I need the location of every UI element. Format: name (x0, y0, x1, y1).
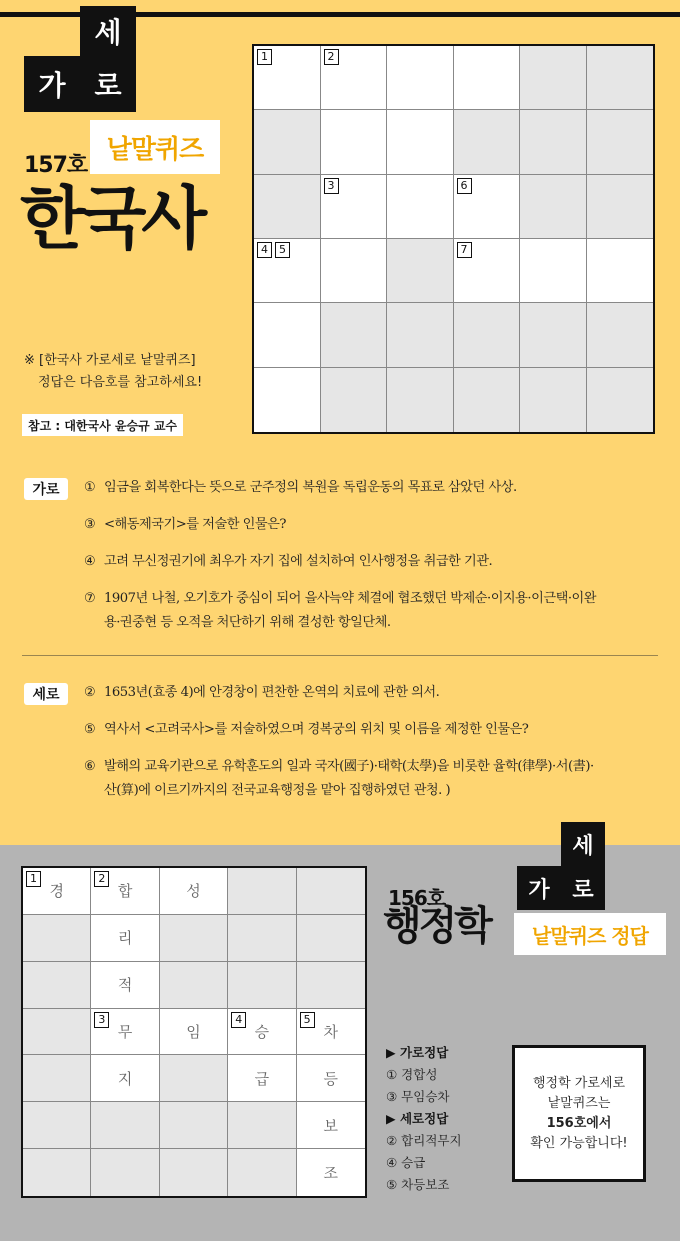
blocked-cell (454, 368, 521, 432)
clue-number: 7 (457, 242, 472, 258)
clue-marker: ④ (84, 554, 96, 569)
prev-issue-number: 156호 (388, 886, 446, 910)
clue-item (84, 550, 664, 574)
clue-number: 3 (94, 1012, 109, 1028)
grid-cell[interactable] (454, 46, 521, 110)
reference-label: 참고 : 대한국사 윤승규 교수 (22, 414, 183, 436)
clue-number: 2 (324, 49, 339, 65)
logo-ga-block: 가 (24, 56, 80, 112)
grid-cell[interactable] (254, 239, 321, 303)
blocked-cell (23, 1009, 91, 1056)
blocked-cell (23, 962, 91, 1009)
answer-char: 급 (254, 1069, 270, 1088)
grid-cell[interactable] (321, 239, 388, 303)
grid-cell[interactable] (387, 110, 454, 174)
clue-number: 5 (300, 1012, 315, 1028)
blocked-cell (520, 175, 587, 239)
blocked-cell (160, 1149, 228, 1196)
down-label: 세로 (24, 683, 68, 705)
clue-number: 6 (457, 178, 472, 194)
blocked-cell (587, 175, 654, 239)
blocked-cell (228, 962, 296, 1009)
blocked-cell (587, 46, 654, 110)
blocked-cell (297, 962, 365, 1009)
answer-char: 차 (323, 1022, 339, 1041)
answer-grid (21, 866, 367, 1198)
blocked-cell (23, 1149, 91, 1196)
answer-list (386, 1042, 462, 1196)
blocked-cell (297, 915, 365, 962)
clue-marker: ⑤ (84, 722, 96, 737)
answer-char: 무 (117, 1022, 133, 1041)
clue-item (84, 476, 664, 500)
grid-cell[interactable] (254, 46, 321, 110)
quiz-badge: 낱말퀴즈 (90, 120, 220, 174)
notice-line-2: 정답은 다음호를 참고하세요! (38, 375, 203, 390)
answer-cell (91, 868, 159, 915)
blocked-cell (520, 368, 587, 432)
clue-text: 1907년 나철, 오기호가 중심이 되어 을사늑약 체결에 협조했던 박제순·이지용·이근택·이완 (104, 591, 596, 606)
clue-marker: ⑦ (84, 591, 96, 606)
clue-number: 3 (324, 178, 339, 194)
clue-text: <해동제국기>를 저술한 인물은? (104, 517, 286, 532)
answer-cell (228, 1009, 296, 1056)
grid-cell[interactable] (387, 175, 454, 239)
answer-char: 리 (117, 929, 133, 948)
grid-cell[interactable] (254, 303, 321, 367)
clue-text: 역사서 <고려국사>를 저술하였으며 경복궁의 위치 및 이름을 제정한 인물은? (104, 722, 529, 737)
grid-cell[interactable] (254, 368, 321, 432)
blocked-cell (91, 1149, 159, 1196)
clue-item (84, 681, 664, 705)
blocked-cell (321, 368, 388, 432)
blocked-cell (91, 1102, 159, 1149)
clue-text: 고려 무신정권기에 최우가 자기 집에 설치하여 인사행정을 취급한 기관. (104, 554, 493, 569)
page-title: 한국사 (20, 180, 203, 259)
clue-item (84, 587, 664, 635)
answer-cell (91, 1055, 159, 1102)
blocked-cell (23, 1102, 91, 1149)
clue-number: 1 (257, 49, 272, 65)
answer-cell (297, 1009, 365, 1056)
answer-cell (228, 1055, 296, 1102)
blocked-cell (454, 110, 521, 174)
answer-heading: ▶ 세로정답 (386, 1111, 449, 1126)
answer-char: 합 (117, 882, 133, 901)
answer-cell (297, 1149, 365, 1196)
answer-item: ② 합리적무지 (386, 1133, 462, 1148)
blocked-cell (387, 303, 454, 367)
blocked-cell (520, 303, 587, 367)
blocked-cell (160, 962, 228, 1009)
answer-item: ⑤ 차등보조 (386, 1177, 450, 1192)
answer-cell (297, 1102, 365, 1149)
answer-cell (297, 1055, 365, 1102)
blocked-cell (23, 915, 91, 962)
answer-char: 조 (323, 1164, 339, 1183)
divider (22, 655, 658, 656)
notice-line-1: ※ [한국사 가로세로 낱말퀴즈] (24, 353, 196, 368)
clue-text: 발해의 교육기관으로 유학훈도의 일과 국자(國子)·태학(太學)을 비롯한 율학(律學)·서(書)· (104, 759, 594, 774)
answer-char: 경 (49, 882, 64, 901)
info-box (512, 1045, 646, 1182)
grid-cell[interactable] (454, 239, 521, 303)
answer-item: ④ 승급 (386, 1155, 426, 1170)
answer-cell (23, 868, 91, 915)
info-box-line-2: 낱말퀴즈는 (547, 1095, 611, 1111)
answer-char: 등 (323, 1069, 339, 1088)
blocked-cell (454, 303, 521, 367)
clue-number: 4 (257, 242, 272, 258)
clue-number: 4 (231, 1012, 246, 1028)
info-box-line-3: 156호에서 (546, 1115, 612, 1131)
clue-marker: ② (84, 685, 96, 700)
blocked-cell (387, 239, 454, 303)
blocked-cell (387, 368, 454, 432)
clue-marker: ① (84, 480, 96, 495)
blocked-cell (228, 915, 296, 962)
grid-cell[interactable] (321, 110, 388, 174)
blocked-cell (23, 1055, 91, 1102)
clue-marker: ⑥ (84, 759, 96, 774)
answer-char: 지 (117, 1069, 133, 1088)
grid-cell[interactable] (321, 175, 388, 239)
answer-char: 적 (117, 976, 133, 995)
prev-logo-ga-block: 가 (517, 866, 561, 910)
blocked-cell (254, 175, 321, 239)
clue-text: 1653년(효종 4)에 안경창이 편찬한 온역의 치료에 관한 의서. (104, 685, 440, 700)
blocked-cell (254, 110, 321, 174)
answer-cell (160, 1009, 228, 1056)
prev-logo-ro-block: 로 (561, 866, 605, 910)
clue-number: 5 (275, 242, 290, 258)
answer-cell (160, 868, 228, 915)
blocked-cell (228, 1149, 296, 1196)
answer-cell (91, 1009, 159, 1056)
answer-cell (91, 962, 159, 1009)
clue-item (84, 755, 664, 803)
answer-cell (91, 915, 159, 962)
clue-text-continued: 용·권중현 등 오적을 처단하기 위해 결성한 항일단체. (104, 615, 391, 630)
blocked-cell (297, 868, 365, 915)
prev-logo-se-block: 세 (561, 822, 605, 866)
blocked-cell (160, 915, 228, 962)
answer-item: ① 경합성 (386, 1067, 438, 1082)
notice (24, 350, 202, 394)
blocked-cell (321, 303, 388, 367)
blocked-cell (587, 368, 654, 432)
info-box-line-4: 확인 가능합니다! (530, 1135, 628, 1151)
answer-char: 보 (323, 1116, 339, 1135)
clue-number: 2 (94, 871, 109, 887)
answer-heading: ▶ 가로정답 (386, 1045, 449, 1060)
clue-item (84, 513, 664, 537)
answer-item: ③ 무임승차 (386, 1089, 450, 1104)
clue-item (84, 718, 664, 742)
grid-cell[interactable] (387, 46, 454, 110)
info-box-line-1: 행정학 가로세로 (532, 1075, 626, 1091)
blocked-cell (520, 46, 587, 110)
prev-title: 행정학 (383, 903, 490, 949)
grid-cell[interactable] (520, 239, 587, 303)
blocked-cell (587, 303, 654, 367)
crossword-grid (252, 44, 655, 434)
issue-number: 157호 (24, 153, 88, 178)
grid-cell[interactable] (454, 175, 521, 239)
clue-text: 임금을 회복한다는 뜻으로 군주정의 복원을 독립운동의 목표로 삼았던 사상. (104, 480, 517, 495)
blocked-cell (160, 1055, 228, 1102)
blocked-cell (228, 1102, 296, 1149)
blocked-cell (160, 1102, 228, 1149)
across-label: 가로 (24, 478, 68, 500)
answer-char: 성 (186, 882, 201, 901)
blocked-cell (228, 868, 296, 915)
prev-badge: 낱말퀴즈 정답 (514, 913, 666, 955)
clue-marker: ③ (84, 517, 96, 532)
logo-ro-block: 로 (80, 56, 136, 112)
grid-cell[interactable] (321, 46, 388, 110)
logo-se-block: 세 (80, 6, 136, 56)
clue-text-continued: 산(算)에 이르기까지의 전국교육행정을 맡아 집행하였던 관청. ) (104, 783, 451, 798)
answer-char: 임 (186, 1022, 201, 1041)
answer-char: 승 (254, 1022, 270, 1041)
blocked-cell (520, 110, 587, 174)
clue-number: 1 (26, 871, 41, 887)
grid-cell[interactable] (587, 239, 654, 303)
blocked-cell (587, 110, 654, 174)
